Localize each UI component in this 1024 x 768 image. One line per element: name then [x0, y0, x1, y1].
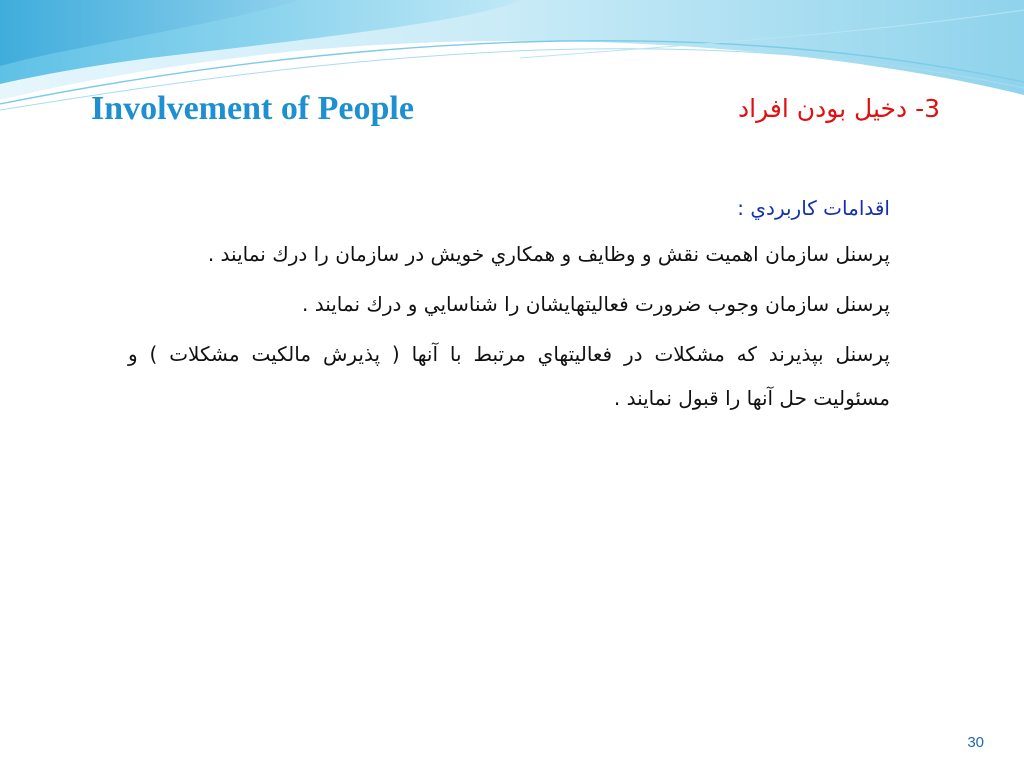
slide-title-persian: 3- دخيل بودن افراد	[738, 94, 940, 123]
page-number: 30	[967, 734, 984, 751]
slide-body	[128, 186, 890, 420]
body-paragraph-2: پرسنل سازمان وجوب ضرورت فعاليتهايشان را شناسايي و درك نمايند .	[301, 292, 890, 316]
practical-actions-heading: اقدامات كاربردي :	[737, 196, 890, 220]
body-paragraph-1: پرسنل سازمان اهميت نقش و وظايف و همكاري خويش در سازمان را درك نمايند .	[207, 242, 890, 266]
slide-title-english: Involvement of People	[91, 90, 414, 127]
body-paragraph-3: پرسنل بپذيرند كه مشكلات در فعاليتهاي مرتبط با آنها ( پذيرش مالكيت مشكلات ) و مسئوليت حل آنها را قبول نمايند .	[128, 342, 890, 410]
